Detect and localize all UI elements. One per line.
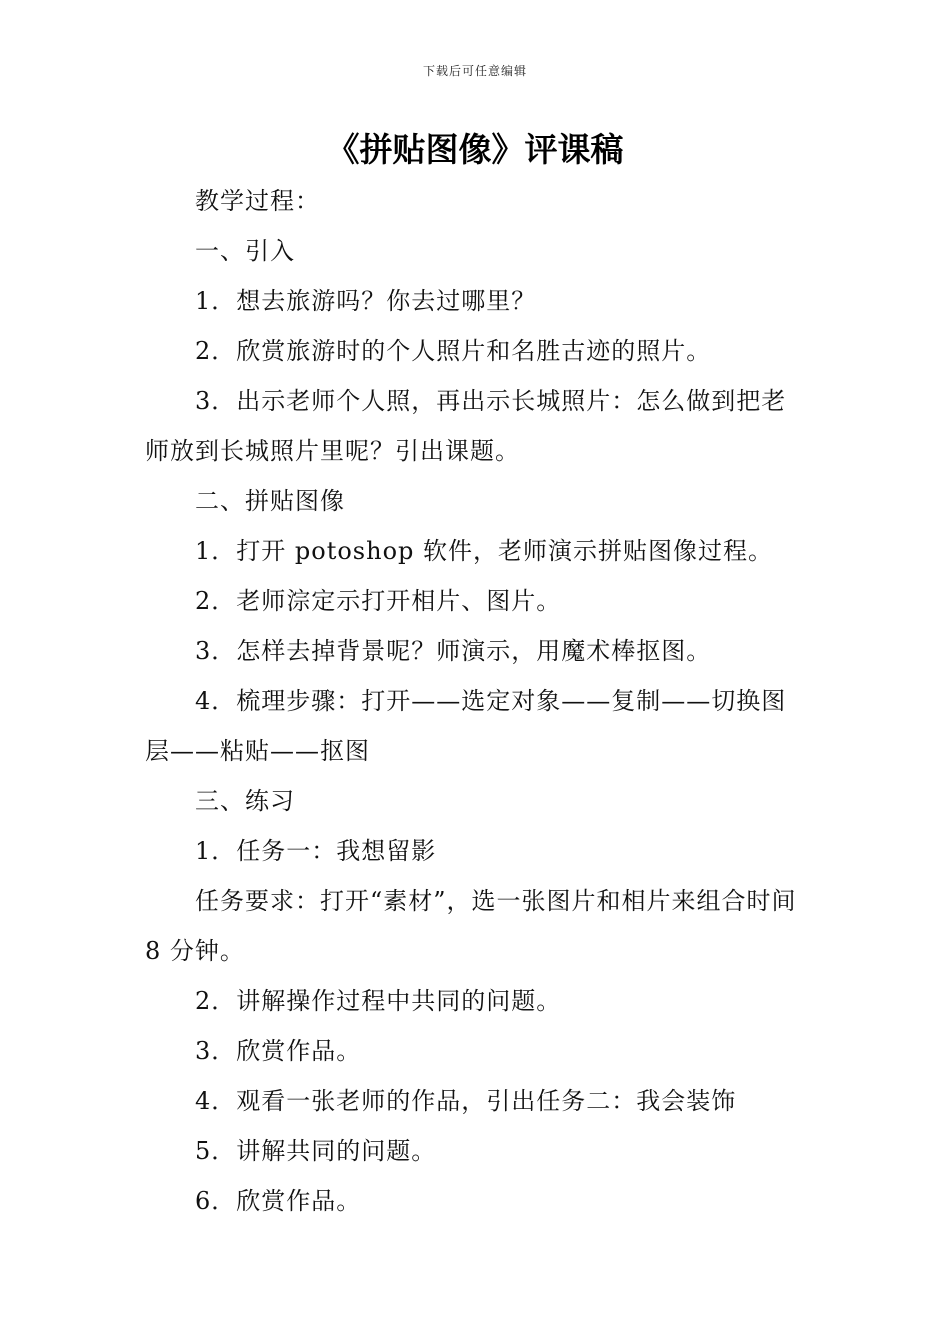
document-title: 《拼贴图像》评课稿: [326, 130, 624, 169]
paragraph: 任务要求：打开“素材”，选一张图片和相片来组合时间 8 分钟。: [145, 887, 797, 965]
paragraph: 5．讲解共同的问题。: [195, 1137, 437, 1165]
paragraph: 1．想去旅游吗？你去过哪里？: [195, 287, 537, 315]
paragraph-section-collage: 二、拼贴图像: [195, 487, 345, 515]
paragraph: 6．欣赏作品。: [195, 1187, 362, 1215]
paragraph-process-heading: 教学过程：: [195, 187, 320, 215]
paragraph: 4．观看一张老师的作品，引出任务二：我会装饰: [195, 1087, 737, 1115]
paragraph: 1．任务一：我想留影: [195, 837, 437, 865]
paragraph: 3．出示老师个人照，再出示长城照片：怎么做到把老师放到长城照片里呢？引出课题。: [145, 387, 787, 465]
paragraph: 2．欣赏旅游时的个人照片和名胜古迹的照片。: [195, 337, 712, 365]
paragraph: 4．梳理步骤：打开——选定对象——复制——切换图层——粘贴——抠图: [145, 687, 787, 765]
header-note: 下载后可任意编辑: [422, 64, 527, 78]
paragraph: 2．老师淙定示打开相片、图片。: [195, 587, 562, 615]
paragraph: 2．讲解操作过程中共同的问题。: [195, 987, 562, 1015]
paragraph: 1．打开 potoshop 软件，老师演示拼贴图像过程。: [195, 537, 774, 565]
paragraph: 3．怎样去掉背景呢？师演示，用魔术棒抠图。: [195, 637, 712, 665]
paragraph-section-intro: 一、引入: [195, 237, 295, 265]
paragraph: 3．欣赏作品。: [195, 1037, 362, 1065]
document-body: [145, 176, 810, 1226]
paragraph-section-practice: 三、练习: [195, 787, 295, 815]
